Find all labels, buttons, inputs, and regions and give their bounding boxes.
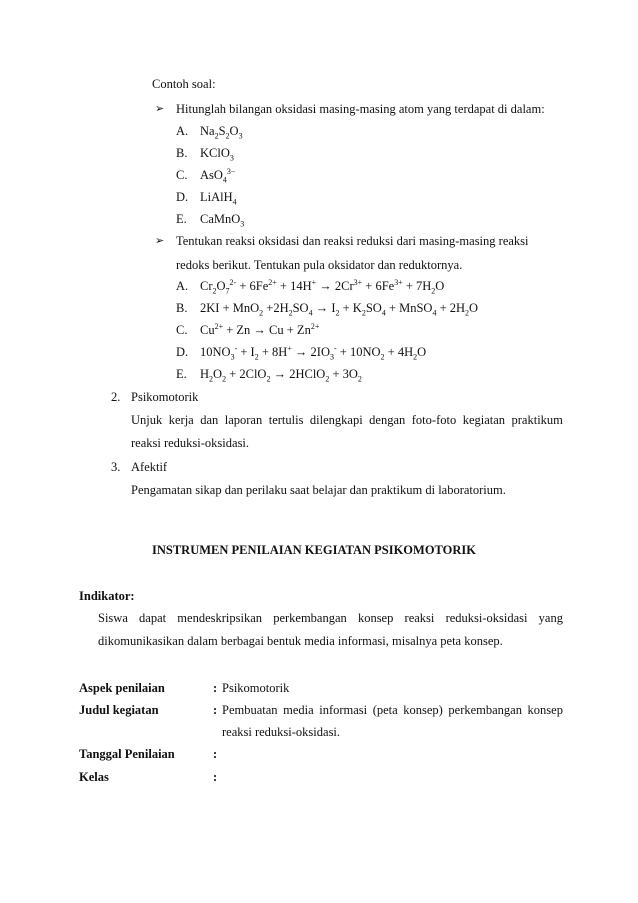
field-judul-value-word: (peta (372, 703, 398, 717)
field-aspek-colon: : (213, 681, 218, 695)
question-2-item-formula: $10NO_3^- + I_2 + 8H^+ \to 2IO_3^- + 10NO_2 + 4H_2O$ (200, 343, 427, 362)
question-1-item-label: B. (176, 146, 188, 160)
indikator-line-1-word: perkembangan (273, 611, 347, 625)
instrumen-title: INSTRUMEN PENILAIAN KEGIATAN PSIKOMOTORIK (152, 543, 476, 557)
afektif-number: 3. (111, 460, 121, 474)
field-judul-value-word: informasi (319, 703, 368, 717)
question-1-item-formula: LiAlH$_4$ (200, 190, 237, 207)
indikator-line-1-word: mendeskripsikan (177, 611, 263, 625)
field-tanggal-label: Tanggal Penilaian (79, 747, 175, 761)
question-2-line-1: Tentukan reaksi oksidasi dan reaksi reduksi dari masing-masing reaksi (176, 234, 529, 248)
psikomotorik-line-1-word: laporan (224, 413, 263, 427)
field-judul-value-2: reaksi reduksi-oksidasi. (222, 725, 341, 739)
arrow-bullet-icon: ➢ (155, 235, 165, 247)
question-1-item-formula: $Na_2S_2O_3$ (200, 124, 243, 141)
indikator-line-1-word: konsep (357, 611, 394, 625)
psikomotorik-line-1-word: dengan (369, 413, 406, 427)
psikomotorik-line-1-word: foto-foto (411, 413, 457, 427)
psikomotorik-line-1-text (131, 412, 563, 428)
field-aspek-value: Psikomotorik (222, 681, 290, 695)
indikator-line-1-word: dapat (139, 611, 167, 625)
arrow-bullet-icon: ➢ (155, 103, 165, 115)
question-1-item-formula: CaMnO$_3$ (200, 212, 245, 229)
psikomotorik-line-1-word: dilengkapi (309, 413, 363, 427)
question-2-item-label: A. (176, 279, 189, 293)
field-judul-value-text (222, 702, 563, 718)
question-1-text: Hitunglah bilangan oksidasi masing-masing atom yang terdapat di dalam: (176, 102, 545, 116)
question-2-item-formula: $Cu^{2+} + Zn \to Cu + Zn^{2+}$ (200, 321, 320, 337)
field-judul-value (222, 702, 563, 718)
psikomotorik-number: 2. (111, 390, 121, 404)
field-aspek-label: Aspek penilaian (79, 681, 165, 695)
question-2-item-formula: $Cr_2O_7^{2-} + 6Fe^{2+} + 14H^+ \to 2Cr^{3+} + 6Fe^{3+} + 7H_2O$ (200, 277, 445, 296)
question-2-item-label: B. (176, 301, 188, 315)
question-2-item-formula: $H_2O_2 + 2ClO_2$ → 2HClO$_2$ + $3O_2$ (200, 367, 362, 384)
indikator-line-1-word: yang (538, 611, 563, 625)
question-1-item-label: D. (176, 190, 189, 204)
field-kelas-label: Kelas (79, 770, 109, 784)
indikator-line-1-word: Siswa (98, 611, 128, 625)
field-tanggal-colon: : (213, 747, 218, 761)
afektif-line-1: Pengamatan sikap dan perilaku saat belajar dan praktikum di laboratorium. (131, 483, 506, 497)
psikomotorik-line-2: reaksi reduksi-oksidasi. (131, 436, 250, 450)
question-2-item-label: E. (176, 367, 187, 381)
afektif-title: Afektif (131, 460, 168, 474)
indikator-line-2: dikomunikasikan dalam berbagai bentuk media informasi, misalnya peta konsep. (98, 634, 503, 648)
psikomotorik-title: Psikomotorik (131, 390, 199, 404)
psikomotorik-line-1-word: tertulis (268, 413, 304, 427)
question-1-item-label: E. (176, 212, 187, 226)
field-judul-value-word: konsep (527, 703, 563, 717)
field-judul-colon: : (213, 703, 218, 717)
field-judul-value-word: Pembuatan (222, 703, 278, 717)
question-1-item-label: A. (176, 124, 189, 138)
question-2-item-label: C. (176, 323, 188, 337)
psikomotorik-line-1-word: kegiatan (462, 413, 506, 427)
indikator-line-1 (98, 610, 563, 626)
indikator-line-1-word: reaksi (404, 611, 435, 625)
question-2-item-label: D. (176, 345, 189, 359)
psikomotorik-line-1-word: Unjuk (131, 413, 163, 427)
indikator-line-1-text (98, 610, 563, 626)
psikomotorik-line-1-word: dan (200, 413, 219, 427)
question-1-item-formula: KClO$_3$ (200, 146, 234, 163)
field-judul-value-word: perkembangan (448, 703, 522, 717)
psikomotorik-line-1 (131, 412, 563, 428)
question-2-item-formula: $2KI + MnO_2 +2H_2SO_4 \to I_2 + K_2SO_4$ + MnSO$_4$ + $2H_2O$ (200, 301, 479, 318)
indikator-line-1-word: reduksi-oksidasi (445, 611, 528, 625)
field-judul-label: Judul kegiatan (79, 703, 159, 717)
contoh-soal-heading: Contoh soal: (152, 77, 216, 91)
psikomotorik-line-1-word: kerja (168, 413, 194, 427)
field-kelas-colon: : (213, 770, 218, 784)
question-2-line-2: redoks berikut. Tentukan pula oksidator dan reduktornya. (176, 258, 463, 272)
question-1-item-formula: AsO$_4^{3-}$ (200, 166, 236, 185)
psikomotorik-line-1-word: praktikum (511, 413, 563, 427)
field-judul-value-word: media (283, 703, 314, 717)
indikator-label: Indikator: (79, 589, 135, 603)
field-judul-value-word: konsep) (403, 703, 443, 717)
question-1-item-label: C. (176, 168, 188, 182)
